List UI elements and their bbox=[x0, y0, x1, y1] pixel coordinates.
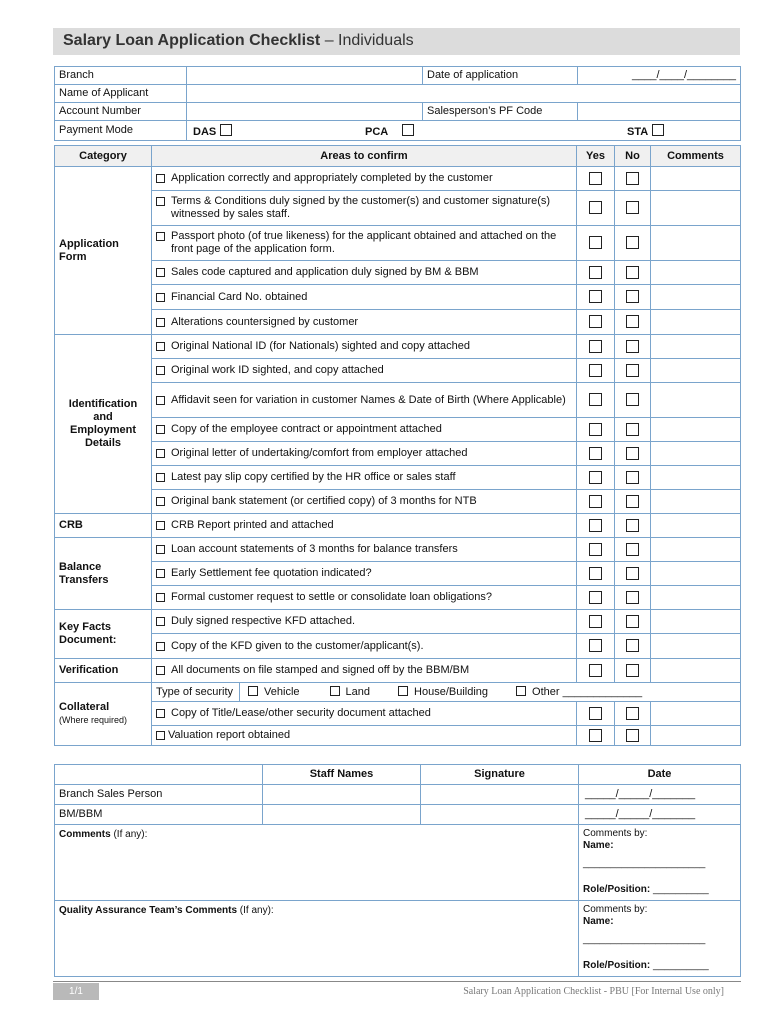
no-checkbox[interactable] bbox=[626, 290, 639, 303]
date-field[interactable] bbox=[579, 785, 741, 805]
option-label: Vehicle bbox=[264, 685, 300, 698]
checkbox-bullet-icon bbox=[156, 593, 166, 602]
date-label: Date of application bbox=[423, 67, 578, 85]
no-cell[interactable] bbox=[615, 562, 651, 586]
date-value: ____/____/________ bbox=[632, 69, 736, 81]
checkbox-bullet-icon bbox=[156, 174, 166, 183]
yes-checkbox[interactable] bbox=[589, 615, 602, 628]
pca-checkbox[interactable] bbox=[402, 124, 414, 136]
checkbox-bullet-icon bbox=[156, 666, 166, 675]
signature-header: Signature bbox=[421, 765, 579, 785]
no-cell[interactable] bbox=[615, 726, 651, 746]
yes-cell[interactable] bbox=[577, 310, 615, 335]
das-label: DAS bbox=[193, 126, 217, 138]
comments-by-label: Comments by: bbox=[583, 828, 648, 839]
comments-box[interactable] bbox=[55, 825, 579, 901]
no-checkbox[interactable] bbox=[626, 266, 639, 279]
yes-checkbox[interactable] bbox=[589, 495, 602, 508]
checklist-item bbox=[152, 226, 577, 261]
comments-cell[interactable] bbox=[651, 335, 741, 359]
checkbox-bullet-icon bbox=[156, 197, 166, 206]
no-cell[interactable] bbox=[615, 310, 651, 335]
yes-cell[interactable] bbox=[577, 514, 615, 538]
no-cell[interactable] bbox=[615, 383, 651, 418]
yes-cell[interactable] bbox=[577, 490, 615, 514]
item-text: Copy of the KFD given to the customer/applicant(s). bbox=[171, 639, 424, 652]
yes-checkbox[interactable] bbox=[589, 236, 602, 249]
checklist-item bbox=[152, 359, 577, 383]
yes-checkbox[interactable] bbox=[589, 471, 602, 484]
comments-cell[interactable] bbox=[651, 310, 741, 335]
staff-role-label: BM/BBM bbox=[55, 805, 263, 825]
comments-label: Comments bbox=[59, 829, 111, 840]
comments-cell[interactable] bbox=[651, 285, 741, 310]
checklist-item bbox=[152, 634, 577, 659]
option-other[interactable] bbox=[516, 686, 642, 699]
checklist-item bbox=[152, 514, 577, 538]
yes-cell[interactable] bbox=[577, 586, 615, 610]
staff-role-label: Branch Sales Person bbox=[55, 785, 263, 805]
item-text: Formal customer request to settle or consolidate loan obligations? bbox=[171, 591, 493, 603]
yes-checkbox[interactable] bbox=[589, 543, 602, 556]
staff-name-field[interactable] bbox=[263, 805, 421, 825]
name-line[interactable]: ______________________ bbox=[583, 858, 706, 869]
category-key-facts: Key Facts Document: bbox=[55, 610, 152, 659]
checkbox-bullet-icon bbox=[156, 318, 166, 327]
no-cell[interactable] bbox=[615, 285, 651, 310]
checkbox-bullet-icon bbox=[156, 268, 166, 277]
checkbox-bullet-icon bbox=[156, 521, 166, 530]
yes-cell[interactable] bbox=[577, 226, 615, 261]
checklist-item bbox=[152, 167, 577, 191]
no-cell[interactable] bbox=[615, 514, 651, 538]
col-no: No bbox=[615, 146, 651, 167]
qa-role-label: Role/Position: bbox=[583, 960, 651, 971]
category-balance-transfers: Balance Transfers bbox=[55, 538, 152, 610]
item-text: Original National ID (for Nationals) sighted and copy attached bbox=[171, 340, 470, 352]
land-checkbox[interactable] bbox=[330, 686, 340, 696]
item-text: All documents on file stamped and signed off by the BBM/BM bbox=[171, 664, 470, 676]
pf-code-field[interactable] bbox=[578, 103, 741, 121]
category-verification: Verification bbox=[55, 659, 152, 683]
checkbox-bullet-icon bbox=[156, 396, 166, 405]
role-line[interactable]: __________ bbox=[653, 884, 709, 895]
account-label: Account Number bbox=[55, 103, 187, 121]
yes-cell[interactable] bbox=[577, 418, 615, 442]
checklist-item bbox=[152, 418, 577, 442]
col-category: Category bbox=[55, 146, 152, 167]
staff-blank-header bbox=[55, 765, 263, 785]
title-bold: Salary Loan Application Checklist bbox=[63, 32, 321, 49]
no-checkbox[interactable] bbox=[626, 423, 639, 436]
branch-field[interactable] bbox=[187, 67, 423, 85]
checklist-item bbox=[152, 562, 577, 586]
yes-checkbox[interactable] bbox=[589, 315, 602, 328]
option-land[interactable] bbox=[330, 686, 370, 699]
no-cell[interactable] bbox=[615, 167, 651, 191]
account-field[interactable] bbox=[187, 103, 423, 121]
no-cell[interactable] bbox=[615, 261, 651, 285]
no-cell[interactable] bbox=[615, 226, 651, 261]
name-label: Name: bbox=[583, 840, 614, 851]
item-text: Terms & Conditions duly signed by the customer(s) and customer signature(s) witnessed by sales staff. bbox=[171, 195, 551, 220]
qa-comments-label: Quality Assurance Team’s Comments bbox=[59, 905, 238, 916]
yes-checkbox[interactable] bbox=[589, 423, 602, 436]
yes-cell[interactable] bbox=[577, 634, 615, 659]
comments-cell[interactable] bbox=[651, 359, 741, 383]
category-crb: CRB bbox=[55, 514, 152, 538]
yes-cell[interactable] bbox=[577, 466, 615, 490]
yes-cell[interactable] bbox=[577, 562, 615, 586]
sta-checkbox[interactable] bbox=[652, 124, 664, 136]
comments-cell[interactable] bbox=[651, 191, 741, 226]
option-label: House/Building bbox=[414, 685, 489, 698]
category-identification: Identification and Employment Details bbox=[55, 335, 152, 514]
checkbox-bullet-icon bbox=[156, 642, 166, 651]
yes-cell[interactable] bbox=[577, 335, 615, 359]
yes-checkbox[interactable] bbox=[589, 567, 602, 580]
checklist-item bbox=[152, 442, 577, 466]
no-cell[interactable] bbox=[615, 538, 651, 562]
item-text: Copy of the employee contract or appointment attached bbox=[171, 423, 442, 435]
yes-cell[interactable] bbox=[577, 167, 615, 191]
pf-code-label: Salesperson’s PF Code bbox=[423, 103, 578, 121]
checklist-item bbox=[152, 335, 577, 359]
role-label: Role/Position: bbox=[583, 884, 651, 895]
staff-names-header: Staff Names bbox=[263, 765, 421, 785]
item-text: Affidavit seen for variation in customer Names & Date of Birth (Where Applicable) bbox=[171, 393, 566, 406]
yes-cell[interactable] bbox=[577, 261, 615, 285]
no-checkbox[interactable] bbox=[626, 615, 639, 628]
checkbox-bullet-icon bbox=[156, 569, 166, 578]
signature-field[interactable] bbox=[421, 785, 579, 805]
comments-cell[interactable] bbox=[651, 383, 741, 418]
house-checkbox[interactable] bbox=[398, 686, 408, 696]
comments-cell[interactable] bbox=[651, 634, 741, 659]
no-checkbox[interactable] bbox=[626, 447, 639, 460]
date-header: Date bbox=[579, 765, 741, 785]
checklist-item bbox=[152, 383, 577, 418]
no-checkbox[interactable] bbox=[626, 519, 639, 532]
checkbox-bullet-icon bbox=[156, 473, 166, 482]
comments-cell[interactable] bbox=[651, 261, 741, 285]
no-cell[interactable] bbox=[615, 702, 651, 726]
checkbox-bullet-icon bbox=[156, 232, 166, 241]
yes-checkbox[interactable] bbox=[589, 707, 602, 720]
item-text: Financial Card No. obtained bbox=[171, 290, 308, 303]
collateral-label: Collateral bbox=[59, 701, 110, 713]
category-application-form: Application Form bbox=[55, 167, 152, 335]
collateral-sublabel: (Where required) bbox=[59, 715, 128, 725]
yes-checkbox[interactable] bbox=[589, 639, 602, 652]
date-value: _____/_____/_______ bbox=[585, 788, 696, 800]
item-text: CRB Report printed and attached bbox=[171, 519, 334, 531]
applicant-field[interactable] bbox=[187, 85, 741, 103]
footer-text: Salary Loan Application Checklist - PBU [For Internal Use only] bbox=[463, 986, 724, 997]
col-comments: Comments bbox=[651, 146, 741, 167]
no-cell[interactable] bbox=[615, 359, 651, 383]
no-cell[interactable] bbox=[615, 442, 651, 466]
no-checkbox[interactable] bbox=[626, 707, 639, 720]
header-table bbox=[54, 66, 741, 141]
comments-cell[interactable] bbox=[651, 586, 741, 610]
comments-cell[interactable] bbox=[651, 702, 741, 726]
other-checkbox[interactable] bbox=[516, 686, 526, 696]
checklist-item bbox=[152, 490, 577, 514]
yes-checkbox[interactable] bbox=[589, 591, 602, 604]
branch-label: Branch bbox=[55, 67, 187, 85]
comments-cell[interactable] bbox=[651, 610, 741, 634]
comments-cell[interactable] bbox=[651, 466, 741, 490]
checkbox-bullet-icon bbox=[156, 545, 166, 554]
category-collateral bbox=[55, 683, 152, 746]
das-option[interactable] bbox=[193, 124, 232, 139]
yes-checkbox[interactable] bbox=[589, 364, 602, 377]
no-cell[interactable] bbox=[615, 586, 651, 610]
other-field[interactable]: _____________ bbox=[562, 685, 643, 698]
yes-checkbox[interactable] bbox=[589, 172, 602, 185]
item-text: Duly signed respective KFD attached. bbox=[171, 615, 356, 627]
item-text: Original letter of undertaking/comfort from employer attached bbox=[171, 447, 468, 459]
comments-cell[interactable] bbox=[651, 490, 741, 514]
option-label: Other bbox=[532, 685, 560, 698]
no-checkbox[interactable] bbox=[626, 172, 639, 185]
item-text: Application correctly and appropriately completed by the customer bbox=[171, 172, 493, 184]
no-checkbox[interactable] bbox=[626, 567, 639, 580]
yes-checkbox[interactable] bbox=[589, 519, 602, 532]
item-text: Loan account statements of 3 months for balance transfers bbox=[171, 543, 458, 555]
sta-option[interactable] bbox=[627, 124, 664, 139]
das-checkbox[interactable] bbox=[220, 124, 232, 136]
item-text: Early Settlement fee quotation indicated? bbox=[171, 567, 372, 579]
no-checkbox[interactable] bbox=[626, 236, 639, 249]
item-text: Latest pay slip copy certified by the HR office or sales staff bbox=[171, 471, 456, 483]
yes-checkbox[interactable] bbox=[589, 393, 602, 406]
no-cell[interactable] bbox=[615, 418, 651, 442]
date-field[interactable] bbox=[579, 805, 741, 825]
vehicle-checkbox[interactable] bbox=[248, 686, 258, 696]
payment-mode-options bbox=[187, 121, 741, 141]
staff-name-field[interactable] bbox=[263, 785, 421, 805]
document-title bbox=[63, 32, 414, 50]
qa-comments-by-box[interactable] bbox=[579, 901, 741, 977]
title-bar bbox=[53, 28, 740, 55]
yes-checkbox[interactable] bbox=[589, 266, 602, 279]
checklist-item bbox=[152, 610, 577, 634]
yes-cell[interactable] bbox=[577, 442, 615, 466]
no-checkbox[interactable] bbox=[626, 495, 639, 508]
qa-comments-by-label: Comments by: bbox=[583, 904, 648, 915]
no-checkbox[interactable] bbox=[626, 315, 639, 328]
title-subtitle: – Individuals bbox=[320, 32, 414, 49]
yes-cell[interactable] bbox=[577, 359, 615, 383]
no-cell[interactable] bbox=[615, 659, 651, 683]
yes-cell[interactable] bbox=[577, 191, 615, 226]
yes-cell[interactable] bbox=[577, 610, 615, 634]
no-cell[interactable] bbox=[615, 191, 651, 226]
comments-cell[interactable] bbox=[651, 226, 741, 261]
checklist-item bbox=[152, 726, 577, 746]
yes-cell[interactable] bbox=[577, 383, 615, 418]
no-checkbox[interactable] bbox=[626, 591, 639, 604]
checklist-item bbox=[152, 285, 577, 310]
qa-name-line[interactable]: ______________________ bbox=[583, 934, 706, 945]
checklist-item bbox=[152, 466, 577, 490]
security-type-label: Type of security bbox=[152, 683, 240, 701]
option-vehicle[interactable] bbox=[248, 686, 299, 699]
checkbox-bullet-icon bbox=[156, 293, 166, 302]
item-text: Original work ID sighted, and copy attached bbox=[171, 364, 384, 376]
comments-cell[interactable] bbox=[651, 562, 741, 586]
comments-cell[interactable] bbox=[651, 514, 741, 538]
staff-signoff-table bbox=[54, 764, 741, 977]
no-cell[interactable] bbox=[615, 466, 651, 490]
item-text: Alterations countersigned by customer bbox=[171, 315, 359, 328]
date-field[interactable] bbox=[578, 67, 741, 85]
yes-checkbox[interactable] bbox=[589, 201, 602, 214]
footer-divider bbox=[53, 981, 741, 982]
checklist-item bbox=[152, 191, 577, 226]
date-value: _____/_____/_______ bbox=[585, 808, 696, 820]
comments-cell[interactable] bbox=[651, 726, 741, 746]
yes-checkbox[interactable] bbox=[589, 447, 602, 460]
comments-cell[interactable] bbox=[651, 418, 741, 442]
option-house[interactable] bbox=[398, 686, 488, 699]
no-checkbox[interactable] bbox=[626, 340, 639, 353]
checkbox-bullet-icon bbox=[156, 497, 166, 506]
page-number: 1/1 bbox=[53, 983, 99, 1000]
checkbox-bullet-icon bbox=[156, 709, 166, 718]
payment-mode-label: Payment Mode bbox=[55, 121, 187, 141]
comments-cell[interactable] bbox=[651, 167, 741, 191]
no-cell[interactable] bbox=[615, 634, 651, 659]
checkbox-bullet-icon bbox=[156, 449, 166, 458]
checkbox-bullet-icon bbox=[156, 366, 166, 375]
no-checkbox[interactable] bbox=[626, 664, 639, 677]
applicant-label: Name of Applicant bbox=[55, 85, 187, 103]
checklist-item bbox=[152, 586, 577, 610]
no-checkbox[interactable] bbox=[626, 201, 639, 214]
yes-checkbox[interactable] bbox=[589, 664, 602, 677]
security-type-row bbox=[152, 683, 741, 702]
qa-comments-box[interactable] bbox=[55, 901, 579, 977]
no-cell[interactable] bbox=[615, 335, 651, 359]
qa-comments-label-rest: (If any): bbox=[237, 905, 274, 916]
yes-checkbox[interactable] bbox=[589, 340, 602, 353]
no-cell[interactable] bbox=[615, 490, 651, 514]
item-text: Copy of Title/Lease/other security document attached bbox=[171, 707, 431, 719]
item-text: Original bank statement (or certified copy) of 3 months for NTB bbox=[171, 495, 477, 507]
col-areas: Areas to confirm bbox=[152, 146, 577, 167]
yes-checkbox[interactable] bbox=[589, 290, 602, 303]
signature-field[interactable] bbox=[421, 805, 579, 825]
checklist-item bbox=[152, 310, 577, 335]
yes-cell[interactable] bbox=[577, 538, 615, 562]
checklist-table bbox=[54, 145, 741, 746]
item-text: Passport photo (of true likeness) for the applicant obtained and attached on the front page of the application form. bbox=[171, 230, 557, 255]
checklist-item bbox=[152, 538, 577, 562]
checklist-item bbox=[152, 261, 577, 285]
qa-role-line[interactable]: __________ bbox=[653, 960, 709, 971]
pca-label: PCA bbox=[365, 126, 389, 138]
comments-cell[interactable] bbox=[651, 659, 741, 683]
comments-by-box[interactable] bbox=[579, 825, 741, 901]
yes-cell[interactable] bbox=[577, 285, 615, 310]
option-label: Land bbox=[345, 685, 371, 698]
item-text: Valuation report obtained bbox=[168, 729, 291, 741]
yes-cell[interactable] bbox=[577, 659, 615, 683]
col-yes: Yes bbox=[577, 146, 615, 167]
sta-label: STA bbox=[627, 126, 649, 138]
no-checkbox[interactable] bbox=[626, 729, 639, 742]
no-checkbox[interactable] bbox=[626, 471, 639, 484]
checkbox-bullet-icon bbox=[156, 342, 166, 351]
checkbox-bullet-icon bbox=[156, 425, 166, 434]
checkbox-bullet-icon bbox=[156, 731, 166, 740]
comments-label-rest: (If any): bbox=[110, 829, 148, 840]
item-text: Sales code captured and application duly signed by BM & BBM bbox=[171, 266, 479, 278]
no-checkbox[interactable] bbox=[626, 543, 639, 556]
no-checkbox[interactable] bbox=[626, 393, 639, 406]
checklist-item bbox=[152, 702, 577, 726]
pca-option[interactable] bbox=[365, 124, 414, 139]
qa-name-label: Name: bbox=[583, 916, 614, 927]
no-checkbox[interactable] bbox=[626, 639, 639, 652]
yes-checkbox[interactable] bbox=[589, 729, 602, 742]
no-cell[interactable] bbox=[615, 610, 651, 634]
checklist-item bbox=[152, 659, 577, 683]
comments-cell[interactable] bbox=[651, 538, 741, 562]
yes-cell[interactable] bbox=[577, 726, 615, 746]
yes-cell[interactable] bbox=[577, 702, 615, 726]
no-checkbox[interactable] bbox=[626, 364, 639, 377]
comments-cell[interactable] bbox=[651, 442, 741, 466]
checkbox-bullet-icon bbox=[156, 617, 166, 626]
